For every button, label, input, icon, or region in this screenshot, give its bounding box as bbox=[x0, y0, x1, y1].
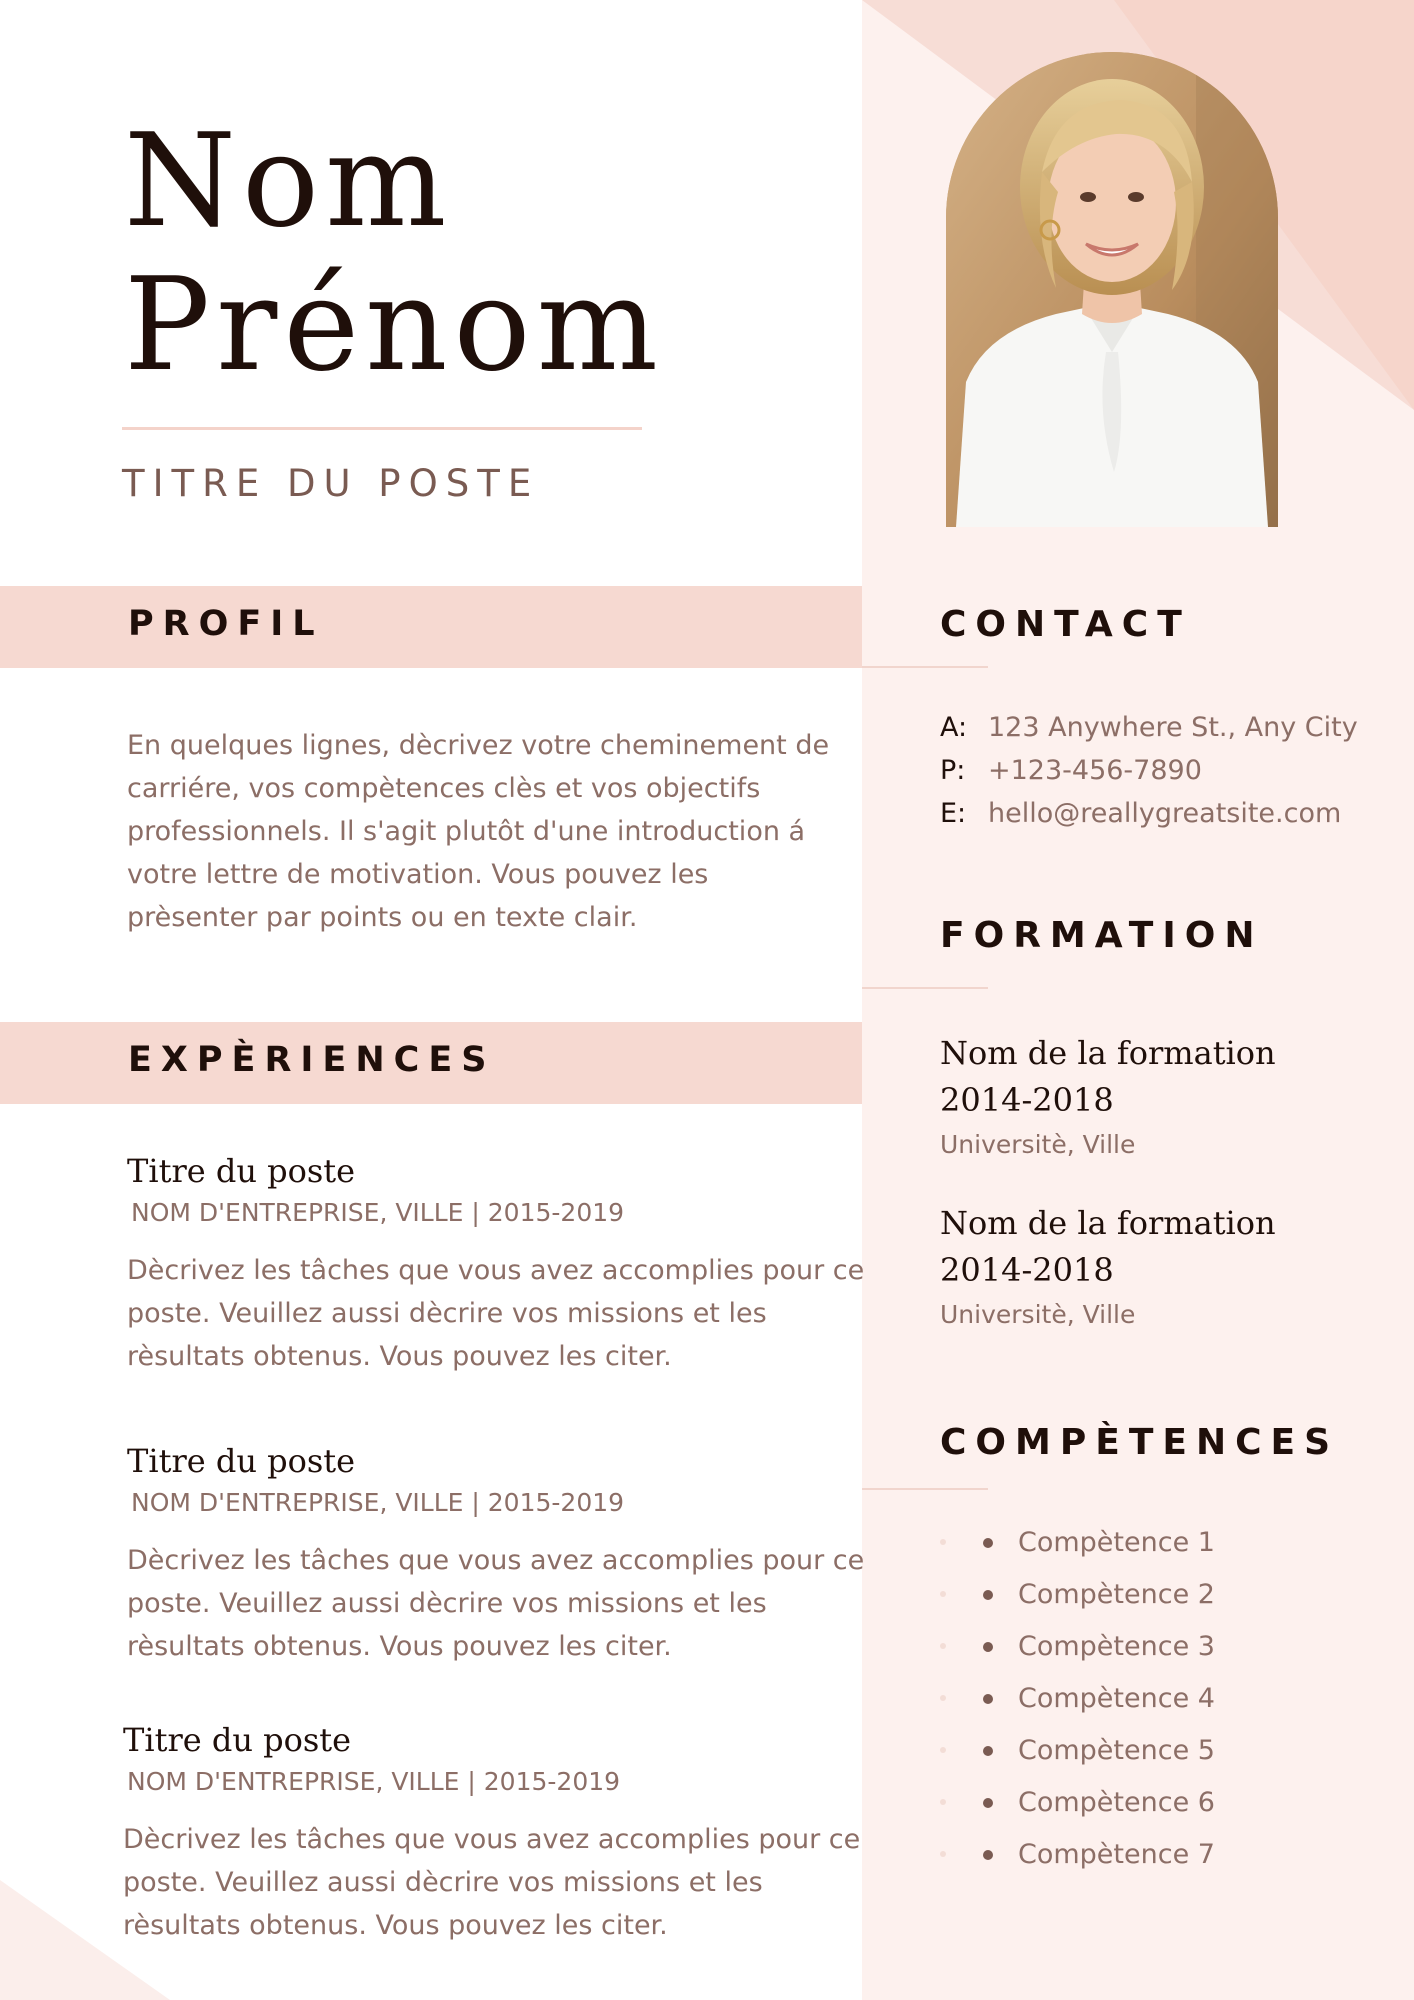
skill-label: Compètence 5 bbox=[1018, 1735, 1215, 1766]
formation-years: 2014-2018 bbox=[940, 1251, 1114, 1289]
profil-line: votre lettre de motivation. Vous pouvez les bbox=[127, 859, 709, 890]
formation-item bbox=[940, 1200, 1276, 1329]
profil-line: professionnels. Il s'agit plutôt d'une introduction á bbox=[127, 816, 806, 847]
skill-label: Compètence 4 bbox=[1018, 1683, 1215, 1714]
competences-divider bbox=[862, 1488, 988, 1490]
description-line: rèsultats obtenus. Vous pouvez les citer. bbox=[127, 1341, 672, 1372]
description-line: rèsultats obtenus. Vous pouvez les citer. bbox=[123, 1910, 668, 1941]
bullet-icon bbox=[983, 1746, 993, 1756]
skill-label: Compètence 7 bbox=[1018, 1839, 1215, 1870]
job-title: TITRE DU POSTE bbox=[122, 462, 540, 505]
contact-email bbox=[940, 792, 1358, 835]
description-line: Dècrivez les tâches que vous avez accomplies pour ce bbox=[127, 1545, 865, 1576]
bullet-icon bbox=[983, 1538, 993, 1548]
skill-item bbox=[940, 1679, 1215, 1731]
faint-dot-icon bbox=[940, 1539, 946, 1545]
faint-dot-icon bbox=[940, 1643, 946, 1649]
faint-dot-icon bbox=[940, 1747, 946, 1753]
experience-title: Titre du poste bbox=[127, 1442, 356, 1480]
profil-line: prèsenter par points ou en texte clair. bbox=[127, 902, 638, 933]
contact-value: 123 Anywhere St., Any City bbox=[988, 712, 1358, 743]
description-line: poste. Veuillez aussi dècrire vos missions et les bbox=[127, 1588, 767, 1619]
full-name bbox=[124, 107, 664, 400]
formation-divider bbox=[862, 987, 988, 989]
header-divider bbox=[122, 427, 642, 430]
experience-description bbox=[127, 1249, 864, 1378]
profile-photo bbox=[946, 52, 1278, 527]
experience-item bbox=[127, 1442, 864, 1668]
description-line: poste. Veuillez aussi dècrire vos missions et les bbox=[123, 1867, 763, 1898]
skill-label: Compètence 2 bbox=[1018, 1579, 1215, 1610]
skill-label: Compètence 6 bbox=[1018, 1787, 1215, 1818]
contact-divider bbox=[862, 666, 988, 668]
skills-list bbox=[940, 1523, 1215, 1887]
formation-school: Universitè, Ville bbox=[940, 1130, 1136, 1159]
skill-item bbox=[940, 1835, 1215, 1887]
description-line: Dècrivez les tâches que vous avez accomplies pour ce bbox=[127, 1255, 865, 1286]
profil-heading: PROFIL bbox=[128, 604, 324, 644]
bullet-icon bbox=[983, 1642, 993, 1652]
experience-description bbox=[127, 1539, 864, 1668]
faint-dot-icon bbox=[940, 1851, 946, 1857]
last-name: Nom bbox=[124, 107, 453, 256]
experiences-heading: EXPÈRIENCES bbox=[128, 1040, 496, 1080]
formation-heading: FORMATION bbox=[940, 915, 1264, 956]
formation-years: 2014-2018 bbox=[940, 1081, 1114, 1119]
description-line: Dècrivez les tâches que vous avez accomplies pour ce bbox=[123, 1824, 861, 1855]
experience-company: NOM D'ENTREPRISE, VILLE | 2015-2019 bbox=[131, 1488, 625, 1517]
profil-line: En quelques lignes, dècrivez votre cheminement de bbox=[127, 730, 830, 761]
skill-item bbox=[940, 1731, 1215, 1783]
faint-dot-icon bbox=[940, 1799, 946, 1805]
profil-text bbox=[127, 724, 829, 939]
experience-description bbox=[123, 1818, 860, 1947]
contact-key: E: bbox=[940, 798, 967, 829]
contact-value: hello@reallygreatsite.com bbox=[988, 798, 1342, 829]
contact-address bbox=[940, 706, 1358, 749]
first-name: Prénom bbox=[124, 251, 664, 400]
skill-item bbox=[940, 1523, 1215, 1575]
profil-line: carriére, vos compètences clès et vos objectifs bbox=[127, 773, 761, 804]
bullet-icon bbox=[983, 1850, 993, 1860]
contact-key: P: bbox=[940, 755, 966, 786]
experience-company: NOM D'ENTREPRISE, VILLE | 2015-2019 bbox=[127, 1767, 621, 1796]
faint-dot-icon bbox=[940, 1591, 946, 1597]
experience-item bbox=[127, 1152, 864, 1378]
portrait-illustration bbox=[946, 52, 1278, 527]
bullet-icon bbox=[983, 1798, 993, 1808]
contact-heading: CONTACT bbox=[940, 604, 1191, 645]
formation-name: Nom de la formation bbox=[940, 1204, 1276, 1242]
formation-school: Universitè, Ville bbox=[940, 1300, 1136, 1329]
competences-heading: COMPÈTENCES bbox=[940, 1422, 1340, 1463]
skill-item bbox=[940, 1575, 1215, 1627]
skill-label: Compètence 1 bbox=[1018, 1527, 1215, 1558]
experience-company: NOM D'ENTREPRISE, VILLE | 2015-2019 bbox=[131, 1198, 625, 1227]
formation-name: Nom de la formation bbox=[940, 1034, 1276, 1072]
contact-list bbox=[940, 706, 1358, 835]
description-line: rèsultats obtenus. Vous pouvez les citer. bbox=[127, 1631, 672, 1662]
bullet-icon bbox=[983, 1590, 993, 1600]
skill-label: Compètence 3 bbox=[1018, 1631, 1215, 1662]
contact-value: +123-456-7890 bbox=[988, 755, 1202, 786]
description-line: poste. Veuillez aussi dècrire vos missions et les bbox=[127, 1298, 767, 1329]
contact-key: A: bbox=[940, 712, 968, 743]
formation-item bbox=[940, 1030, 1276, 1159]
skill-item bbox=[940, 1783, 1215, 1835]
experience-title: Titre du poste bbox=[127, 1152, 356, 1190]
bullet-icon bbox=[983, 1694, 993, 1704]
experience-title: Titre du poste bbox=[123, 1721, 352, 1759]
contact-phone bbox=[940, 749, 1358, 792]
experience-item bbox=[123, 1721, 860, 1947]
skill-item bbox=[940, 1627, 1215, 1679]
faint-dot-icon bbox=[940, 1695, 946, 1701]
